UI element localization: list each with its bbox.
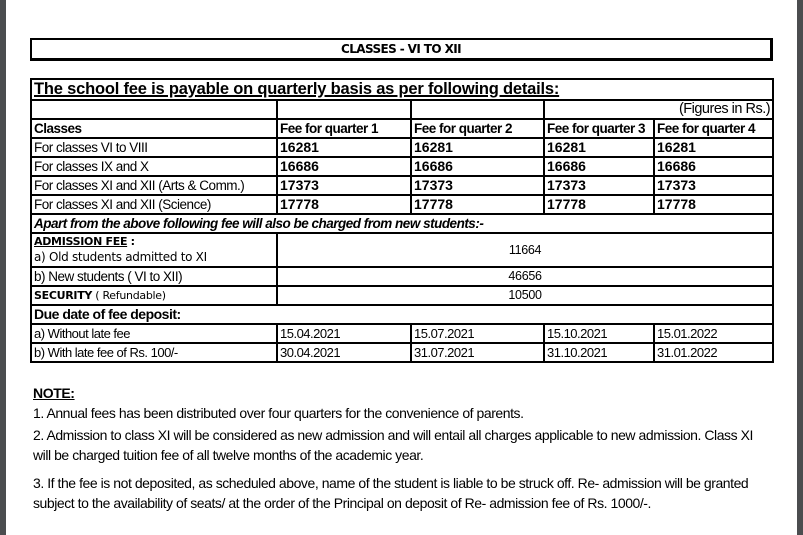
due-date-label: b) With late fee of Rs. 100/- — [31, 343, 277, 362]
column-header: Fee for quarter 4 — [654, 119, 773, 138]
fee-value: 16686 — [544, 157, 654, 176]
fee-table — [30, 78, 774, 363]
additional-fee-heading-row — [31, 214, 773, 233]
class-label: For classes IX and X — [31, 157, 277, 176]
admission-fee-new-value: 46656 — [277, 267, 773, 286]
table-row — [31, 157, 773, 176]
column-header-row — [31, 119, 773, 138]
due-date-value: 31.07.2021 — [411, 343, 544, 362]
security-label: SECURITY ( Refundable) — [31, 286, 277, 305]
fee-value: 17778 — [411, 195, 544, 214]
admission-fee-header-row — [31, 233, 773, 249]
fee-value: 16281 — [411, 138, 544, 157]
notes-title: NOTE: — [33, 385, 75, 401]
viewer-left-edge — [0, 0, 6, 535]
table-row — [31, 176, 773, 195]
fee-value: 16686 — [277, 157, 411, 176]
fee-value: 16686 — [411, 157, 544, 176]
table-row — [31, 195, 773, 214]
fee-value: 16281 — [277, 138, 411, 157]
due-date-heading: Due date of fee deposit: — [31, 305, 773, 324]
note-item: 3. If the fee is not deposited, as scheduled above, name of the student is liable to be struck off. Re- admission will be granted subject to the availability of seats/ at the order of the Principal on deposit of Re- admission fee of Rs. 1000/-. — [33, 475, 749, 511]
column-header: Fee for quarter 2 — [411, 119, 544, 138]
fee-value: 16281 — [544, 138, 654, 157]
fee-value: 17373 — [654, 176, 773, 195]
class-label: For classes XI and XII (Arts & Comm.) — [31, 176, 277, 195]
fee-value: 17373 — [544, 176, 654, 195]
due-date-label: a) Without late fee — [31, 324, 277, 343]
due-date-value: 30.04.2021 — [277, 343, 411, 362]
due-date-value: 15.10.2021 — [544, 324, 654, 343]
due-date-value: 15.01.2022 — [654, 324, 773, 343]
admission-fee-label: ADMISSION FEE : — [31, 233, 277, 249]
due-date-value: 31.10.2021 — [544, 343, 654, 362]
viewer-right-scrollbar[interactable] — [797, 0, 803, 535]
note-item: 2. Admission to class XI will be considered as new admission and will entail all charges applicable to new admission. Class XI will be charged tuition fee of all twelve months of the academic year. — [33, 427, 753, 463]
due-date-value: 15.04.2021 — [277, 324, 411, 343]
admission-new-row — [31, 267, 773, 286]
security-value: 10500 — [277, 286, 773, 305]
due-date-value: 31.01.2022 — [654, 343, 773, 362]
fee-value: 17373 — [411, 176, 544, 195]
fee-value: 16281 — [654, 138, 773, 157]
fee-value: 17778 — [654, 195, 773, 214]
due-date-row — [31, 324, 773, 343]
class-label: For classes VI to VIII — [31, 138, 277, 157]
table-row — [31, 138, 773, 157]
column-header: Fee for quarter 1 — [277, 119, 411, 138]
fee-value: 17778 — [544, 195, 654, 214]
class-label: For classes XI and XII (Science) — [31, 195, 277, 214]
admission-old-label: a) Old students admitted to XI — [31, 249, 277, 267]
security-row — [31, 286, 773, 305]
due-date-row — [31, 343, 773, 362]
figures-row — [31, 100, 773, 119]
table-heading-row — [31, 79, 773, 100]
column-header: Fee for quarter 3 — [544, 119, 654, 138]
column-header: Classes — [31, 119, 277, 138]
document-title: CLASSES - VI TO XII — [30, 38, 773, 61]
fee-value: 16686 — [654, 157, 773, 176]
admission-fee-old-value: 11664 — [277, 233, 773, 267]
additional-fee-heading: Apart from the above following fee will also be charged from new students:- — [31, 214, 773, 233]
admission-new-label: b) New students ( VI to XII) — [31, 267, 277, 286]
figures-note: (Figures in Rs.) — [544, 100, 773, 119]
due-date-value: 15.07.2021 — [411, 324, 544, 343]
due-date-heading-row — [31, 305, 773, 324]
note-item: 1. Annual fees has been distributed over four quarters for the convenience of parents. — [33, 405, 524, 421]
fee-value: 17778 — [277, 195, 411, 214]
fee-value: 17373 — [277, 176, 411, 195]
table-heading: The school fee is payable on quarterly basis as per following details: — [31, 79, 773, 100]
